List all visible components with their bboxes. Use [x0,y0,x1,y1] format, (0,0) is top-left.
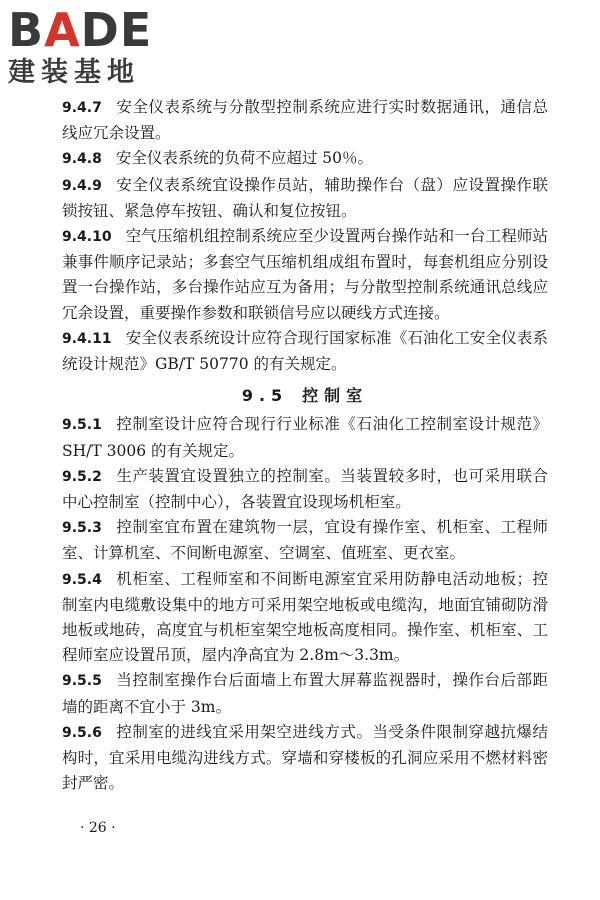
clause-9-4-7: 9.4.7 安全仪表系统与分散型控制系统应进行实时数据通讯，通信总线应冗余设置。 [62,98,548,143]
bade-logo [8,3,178,92]
section-heading: 9.5 控制室 [241,386,369,406]
logo-subtitle: 建装基地 [8,57,140,88]
clause-9-5-1: 9.5.1 控制室设计应符合现行行业标准《石油化工控制室设计规范》SH/T 3006 的有关规定。 [62,415,548,460]
clause-9-5-3: 9.5.3 控制室宜布置在建筑物一层，宜设有操作室、机柜室、工程师室、计算机室、不间断电源室、空调室、值班室、更衣室。 [62,518,548,563]
clause-9-4-8: 9.4.8 安全仪表系统的负荷不应超过 50％。 [62,149,374,168]
clause-9-4-11: 9.4.11 安全仪表系统设计应符合现行国家标准《石油化工安全仪表系统设计规范》GB/T 50770 的有关规定。 [62,328,548,374]
clause-9-5-2: 9.5.2 生产装置宜设置独立的控制室。当装置较多时，也可采用联合中心控制室（控制中心），各装置宜设现场机柜室。 [62,466,548,512]
clause-9-5-6: 9.5.6 控制室的进线宜采用架空进线方式。当受条件限制穿越抗爆结构时，宜采用电缆沟进线方式。穿墙和穿楼板的孔洞应采用不燃材料密封严密。 [62,722,548,793]
clause-9-4-9: 9.4.9 安全仪表系统宜设操作员站，辅助操作台（盘）应设置操作联锁按钮、紧急停车按钮、确认和复位按钮。 [62,175,548,220]
logo-wordmark: BADE [8,3,153,57]
document-body [62,95,548,796]
clause-9-5-5: 9.5.5 当控制室操作台后面墙上布置大屏幕监视器时，操作台后部距墙的距离不宜小于 3m。 [62,671,548,716]
page-number: · 26 · [80,820,116,836]
clause-9-5-4: 9.5.4 机柜室、工程师室和不间断电源室宜采用防静电活动地板；控制室内电缆敷设集中的地方可采用架空地板或电缆沟，地面宜铺砌防滑地板或地砖，高度宜与机柜室架空地板高度相同。操作室、机柜室、工程师室应设置吊顶，屋内净高宜为 2.8m～3.3m。 [62,569,548,665]
clause-9-4-10: 9.4.10 空气压缩机组控制系统应至少设置两台操作站和一台工程师站兼事件顺序记录站；多套空气压缩机组成组布置时，每套机组应分别设置一台操作站，多台操作站应互为备用；与分散型控制系统通讯总线应冗余设置，重要操作参数和联锁信号应以硬线方式连接。 [62,227,548,322]
